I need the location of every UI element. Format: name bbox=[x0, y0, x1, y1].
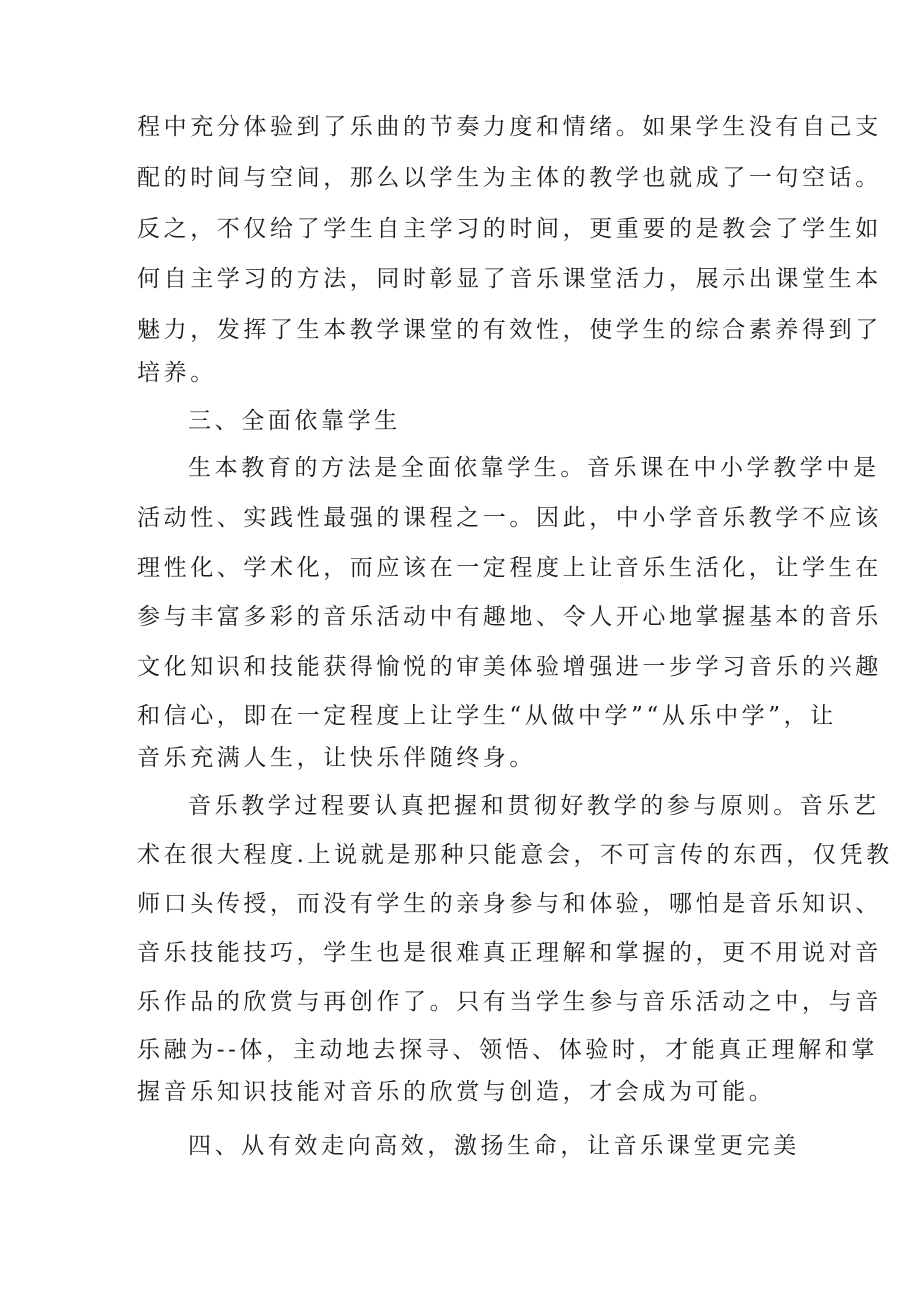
text-line: 乐融为--体，主动地去探寻、领悟、体验时，才能真正理解和掌 bbox=[137, 1037, 878, 1063]
text-line: 生本教育的方法是全面依靠学生。音乐课在中小学教学中是 bbox=[188, 455, 880, 481]
text-line: 参与丰富多彩的音乐活动中有趣地、令人开心地掌握基本的音乐 bbox=[137, 604, 882, 630]
section-heading: 四、从有效走向高效，激扬生命，让音乐课堂更完美 bbox=[188, 1133, 800, 1159]
text-line: 乐作品的欣赏与再创作了。只有当学生参与音乐活动之中，与音 bbox=[137, 989, 882, 1015]
text-line: 文化知识和技能获得愉悦的审美体验增强进一步学习音乐的兴趣 bbox=[137, 654, 882, 680]
text-line: 配的时间与空间，那么以学生为主体的教学也就成了一句空话。 bbox=[137, 165, 882, 191]
text-line: 反之，不仅给了学生自主学习的时间，更重要的是教会了学生如 bbox=[137, 216, 882, 242]
text-line: 魅力，发挥了生本教学课堂的有效性，使学生的综合素养得到了 bbox=[137, 317, 882, 343]
text-line: 师口头传授，而没有学生的亲身参与和体验，哪怕是音乐知识、 bbox=[137, 891, 882, 917]
text-line: 活动性、实践性最强的课程之一。因此，中小学音乐教学不应该 bbox=[137, 505, 882, 531]
text-line: 术在很大程度.上说就是那种只能意会，不可言传的东西，仅凭教 bbox=[137, 842, 893, 868]
text-line: 理性化、学术化，而应该在一定程度上让音乐生活化，让学生在 bbox=[137, 555, 882, 581]
text-line: 和信心，即在一定程度上让学生“从做中学”“从乐中学”，让 bbox=[137, 703, 837, 729]
text-line: 音乐教学过程要认真把握和贯彻好教学的参与原则。音乐艺 bbox=[188, 793, 880, 819]
text-line: 音乐充满人生，让快乐伴随终身。 bbox=[137, 745, 536, 771]
section-heading: 三、全面依靠学生 bbox=[188, 408, 401, 434]
text-line: 程中充分体验到了乐曲的节奏力度和情绪。如果学生没有自己支 bbox=[137, 114, 882, 140]
text-line: 培养。 bbox=[137, 360, 217, 386]
text-line: 音乐技能技巧，学生也是很难真正理解和掌握的，更不用说对音 bbox=[137, 940, 882, 966]
text-line: 握音乐知识技能对音乐的欣赏与创造，才会成为可能。 bbox=[137, 1079, 776, 1105]
text-line: 何自主学习的方法，同时彰显了音乐课堂活力，展示出课堂生本 bbox=[137, 266, 882, 292]
